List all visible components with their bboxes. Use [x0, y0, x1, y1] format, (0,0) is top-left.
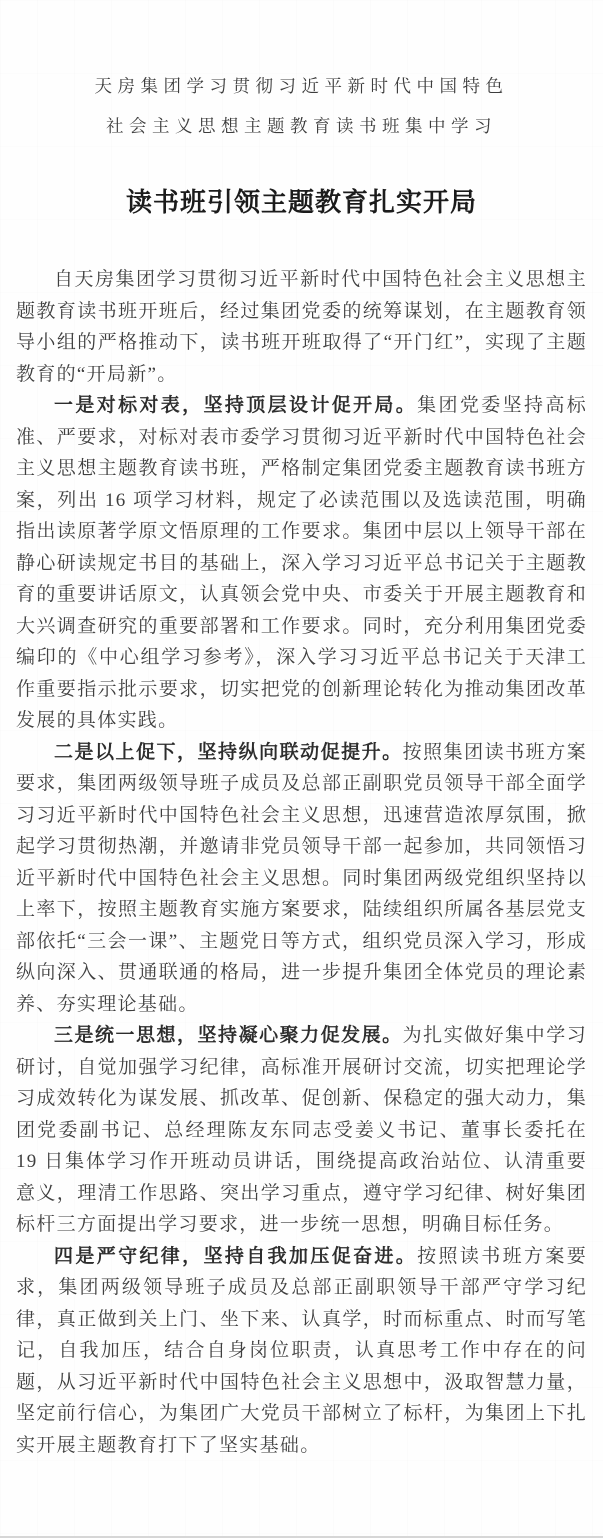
subtitle-line-2: 社会主义思想主题教育读书班集中学习: [106, 116, 497, 136]
paragraph-point-4: [16, 1241, 587, 1462]
paragraph-text: 为扎实做好集中学习研讨，自觉加强学习纪律，高标准开展研讨交流，切实把理论学习成效转化为谋发展、抓改革、促创新、保稳定的强大动力，集团党委副书记、总经理陈友东同志受姜义书记、董事长委托在 19 日集体学习作开班动员讲话，围绕提高政治站位、认清重要意义，理清工作思路、突出学习重点，遵守学习纪律、树好集团标杆三方面提出学习要求，进一步统一思想，明确目标任务。: [16, 1025, 588, 1235]
paragraph-lead: 三是统一思想，坚持凝心聚力促发展。: [54, 1025, 403, 1046]
paragraph-point-2: [16, 737, 587, 1021]
paragraph-lead: 一是对标对表，坚持顶层设计促开局。: [54, 395, 418, 416]
document-title: 读书班引领主题教育扎实开局: [125, 188, 477, 217]
paragraph-point-3: [16, 1020, 587, 1241]
paragraph-text: 集团党委坚持高标准、严要求，对标对表市委学习贯彻习近平新时代中国特色社会主义思想主题教育读书班，严格制定集团党委主题教育读书班方案，列出 16 项学习材料，规定了必读范围以及选读范围，明确指出读原著学原文悟原理的工作要求。集团中层以上领导干部在静心研读规定书目的基础上，深入学习习近平总书记关于主题教育的重要讲话原文，认真领会党中央、市委关于开展主题教育和大兴调查研究的重要部署和工作要求。同时，充分利用集团党委编印的《中心组学习参考》，深入学习习近平总书记关于天津工作重要指示批示要求，切实把党的创新理论转化为推动集团改革发展的具体实践。: [16, 395, 587, 731]
paragraph-text: 按照读书班方案要求，集团两级领导班子成员及总部正副职领导干部严守学习纪律，真正做到关上门、坐下来、认真学，时而标重点、时而写笔记，自我加压，结合自身岗位职责，认真思考工作中存在的问题，从习近平新时代中国特色社会主义思想中，汲取智慧力量，坚定前行信心，为集团广大党员干部树立了标杆，为集团上下扎实开展主题教育打下了坚实基础。: [16, 1245, 587, 1456]
document-body: [16, 264, 587, 1461]
paragraph-text: 自天房集团学习贯彻习近平新时代中国特色社会主义思想主题教育读书班开班后，经过集团党委的统筹谋划，在主题教育领导小组的严格推动下，读书班开班取得了“开门红”，实现了主题教育的“开局新”。: [16, 269, 587, 385]
document-subtitle: [16, 66, 587, 146]
paragraph-intro: [16, 264, 587, 390]
paragraph-point-1: [16, 390, 587, 737]
paragraph-lead: 四是严守纪律，坚持自我加压促奋进。: [54, 1245, 418, 1267]
paragraph-text: 按照集团读书班方案要求，集团两级领导班子成员及总部正副职党员领导干部全面学习习近平新时代中国特色社会主义思想，迅速营造浓厚氛围，掀起学习贯彻热潮，并邀请非党员领导干部一起参加，共同领悟习近平新时代中国特色社会主义思想。同时集团两级党组织坚持以上率下，按照主题教育实施方案要求，陆续组织所属各基层党支部依托“三会一课”、主题党日等方式，组织党员深入学习，形成纵向深入、贯通联通的格局，进一步提升集团全体党员的理论素养、夯实理论基础。: [16, 741, 588, 1015]
paragraph-lead: 二是以上促下，坚持纵向联动促提升。: [54, 741, 403, 763]
subtitle-line-1: 天房集团学习贯彻习近平新时代中国特色: [94, 76, 509, 96]
